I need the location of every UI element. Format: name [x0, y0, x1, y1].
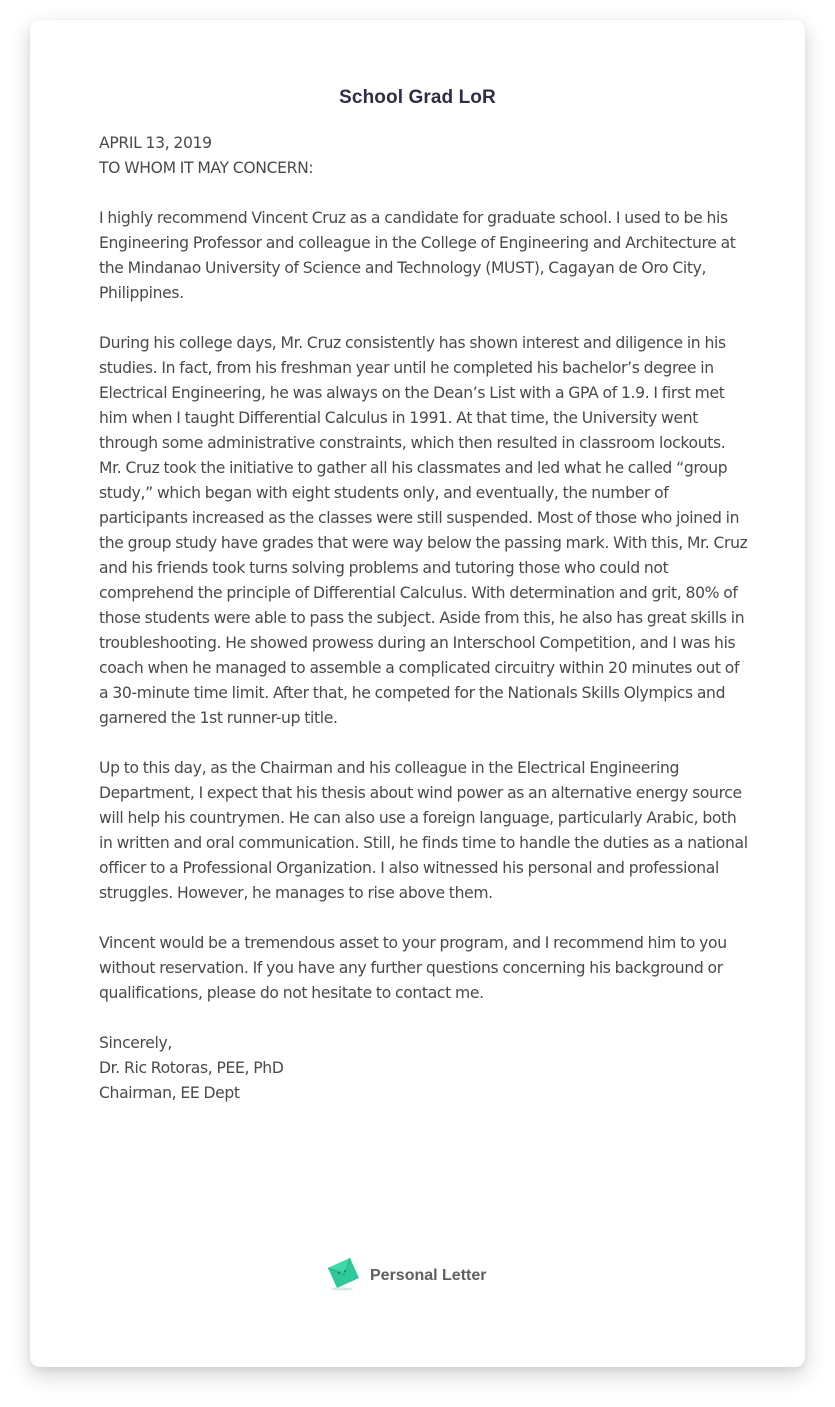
footer-logo	[326, 1254, 486, 1298]
letter-body	[99, 131, 749, 1131]
paragraph-recommendation: Vincent would be a tremendous asset to your program, and I recommend him to you without reservation. If you have any further questions concerning his background or qualifications, please do not hesitate to contact me.	[99, 934, 727, 1002]
signature-block	[99, 1031, 749, 1106]
paragraph-introduction: I highly recommend Vincent Cruz as a candidate for graduate school. I used to be his Engineering Professor and colleague in the College of Engineering and Architecture at the Mindanao University of Science and Technology (MUST), Cagayan de Oro City, Philippines.	[99, 209, 736, 302]
document-title: School Grad LoR	[339, 87, 496, 108]
letter-card	[30, 20, 805, 1367]
paragraph-current-work: Up to this day, as the Chairman and his colleague in the Electrical Engineering Department, I expect that his thesis about wind power as an alternative energy source will help his countrymen. He can also use a foreign language, particularly Arabic, both in written and oral communication. Still, he finds time to handle the duties as a national officer to a Professional Organization. I also witnessed his personal and professional struggles. However, he manages to rise above them.	[99, 759, 748, 902]
letter-salutation: TO WHOM IT MAY CONCERN:	[99, 159, 314, 177]
letter-header	[99, 131, 749, 181]
signer-name: Dr. Ric Rotoras, PEE, PhD	[99, 1059, 284, 1077]
brand-name: Personal Letter	[370, 1267, 487, 1284]
signer-title: Chairman, EE Dept	[99, 1084, 240, 1102]
letter-date: APRIL 13, 2019	[99, 134, 212, 152]
closing: Sincerely,	[99, 1034, 172, 1052]
envelope-icon	[326, 1254, 362, 1299]
paragraph-college-achievements: During his college days, Mr. Cruz consistently has shown interest and diligence in his studies. In fact, from his freshman year until he completed his bachelor’s degree in Electrical Engineering, he was always on the Dean’s List with a GPA of 1.9. I first met him when I taught Differential Calculus in 1991. At that time, the University went through some administrative constraints, which then resulted in classroom lockouts. Mr. Cruz took the initiative to gather all his classmates and led what he called “group study,” which began with eight students only, and eventually, the number of participants increased as the classes were still suspended. Most of those who joined in the group study have grades that were way below the passing mark. With this, Mr. Cruz and his friends took turns solving problems and tutoring those who could not comprehend the principle of Differential Calculus. With determination and grit, 80% of those students were able to pass the subject. Aside from this, he also has great skills in troubleshooting. He showed prowess during an Interschool Competition, and I was his coach when he managed to assemble a complicated circuitry within 20 minutes out of a 30-minute time limit. After that, he competed for the Nationals Skills Olympics and garnered the 1st runner-up title.	[99, 334, 748, 727]
